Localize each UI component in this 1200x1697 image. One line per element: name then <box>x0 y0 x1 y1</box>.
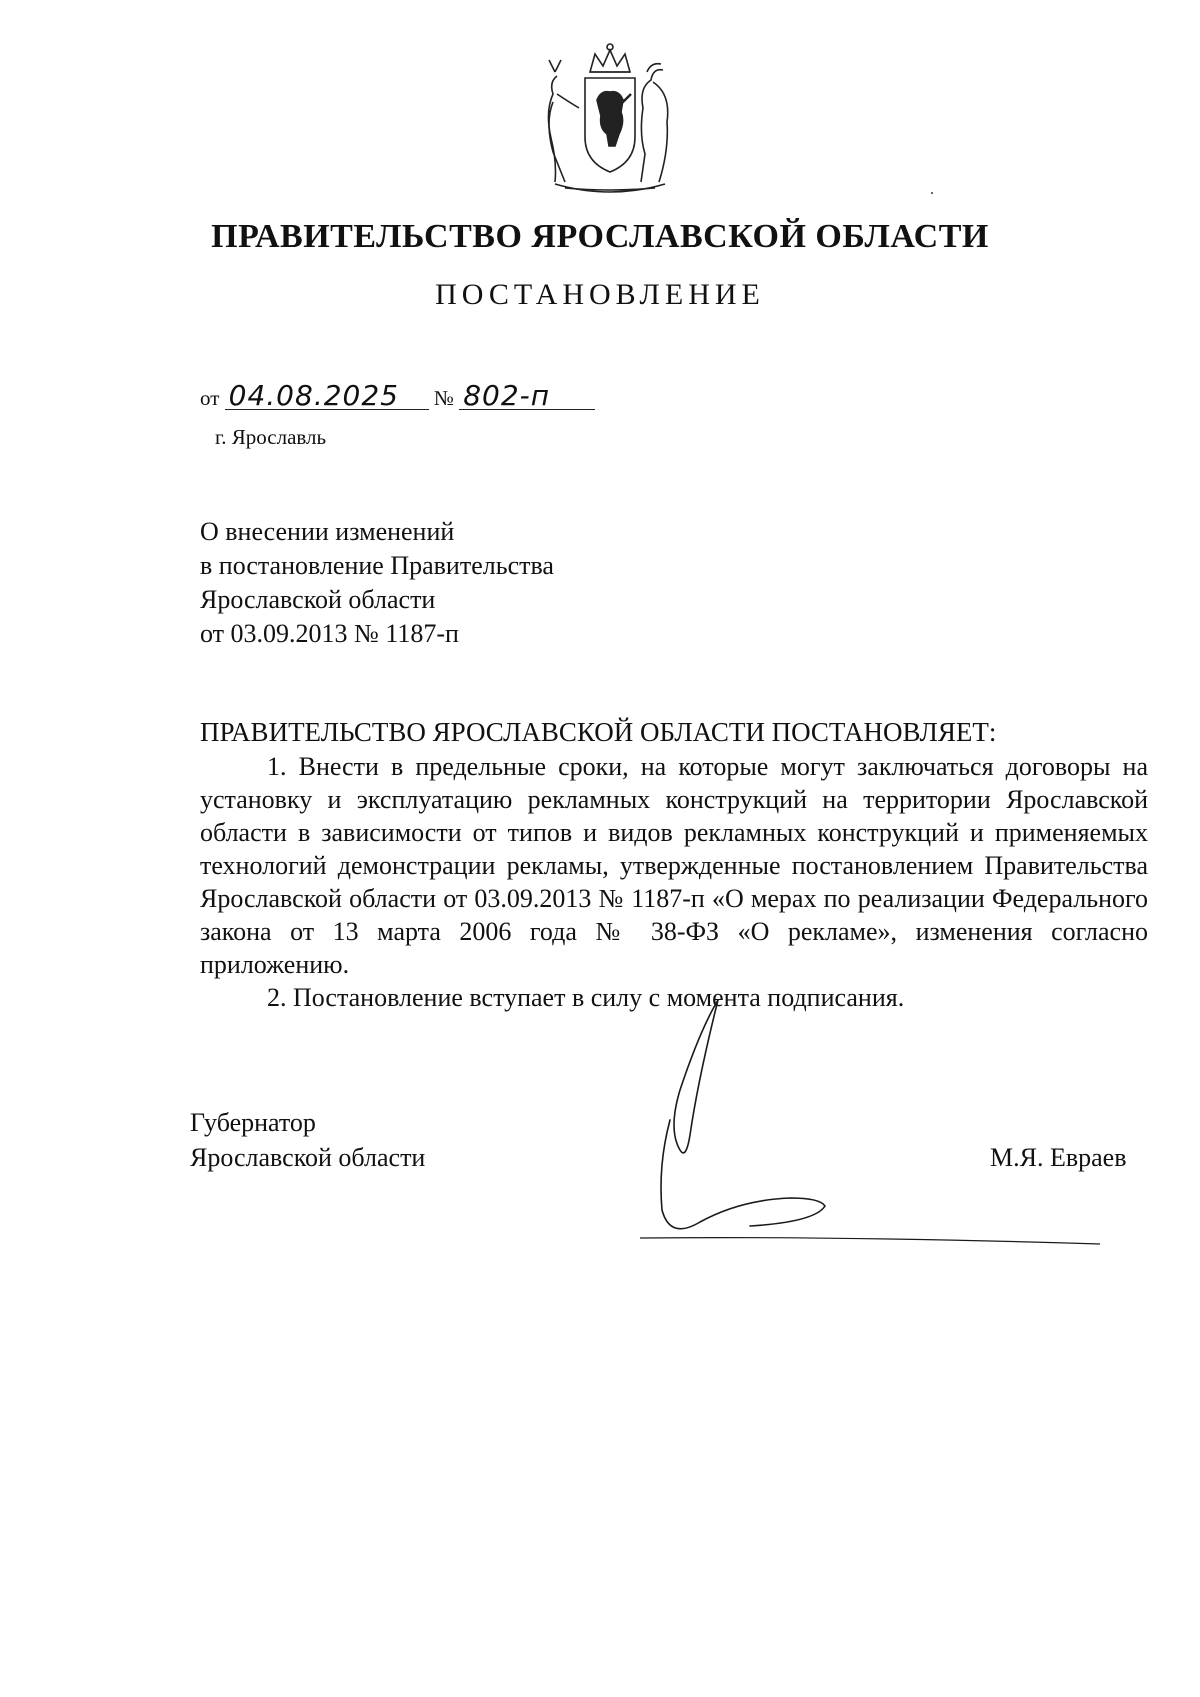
registration-line <box>200 379 595 412</box>
preamble: ПРАВИТЕЛЬСТВО ЯРОСЛАВСКОЙ ОБЛАСТИ ПОСТАНОВЛЯЕТ: <box>200 717 997 747</box>
signer-name: М.Я. Евраев <box>990 1143 1127 1172</box>
subject-line: от 03.09.2013 № 1187-п <box>200 619 459 648</box>
paragraph-2: 2. Постановление вступает в силу с момента подписания. <box>267 983 905 1012</box>
paragraph-1: 1. Внести в предельные сроки, на которые могут заключаться договоры на установку и эксплуатацию рекламных конструкций на территории Ярославской области в зависимости от типов и видов рекламных конструкций и применяемых технологий демонстрации рекламы, утвержденные постановлением Правительства Ярославской области от 03.09.2013 № 1187-п «О мерах по реализации Федерального закона от 13 марта 2006 года № 38-ФЗ «О рекламе», изменения согласно приложению. <box>200 752 1148 979</box>
signer-position <box>190 1105 425 1175</box>
date-field: 04.08.2025 <box>225 383 429 410</box>
date-prefix: от <box>200 386 220 410</box>
subject-block <box>200 515 554 651</box>
body-text <box>200 750 1148 1014</box>
organization-title: ПРАВИТЕЛЬСТВО ЯРОСЛАВСКОЙ ОБЛАСТИ <box>211 218 989 255</box>
scan-speck <box>931 192 933 194</box>
subject-line: Ярославской области <box>200 585 436 614</box>
number-prefix: № <box>433 386 454 410</box>
document-type: ПОСТАНОВЛЕНИЕ <box>435 278 765 311</box>
city: г. Ярославль <box>215 425 327 449</box>
subject-line: в постановление Правительства <box>200 551 554 580</box>
subject-line: О внесении изменений <box>200 517 455 546</box>
handwritten-signature-icon <box>640 1000 1100 1260</box>
number-field: 802-п <box>459 383 595 410</box>
coat-of-arms-icon <box>535 42 685 202</box>
position-line: Губернатор <box>190 1108 316 1137</box>
position-line: Ярославской области <box>190 1143 426 1172</box>
